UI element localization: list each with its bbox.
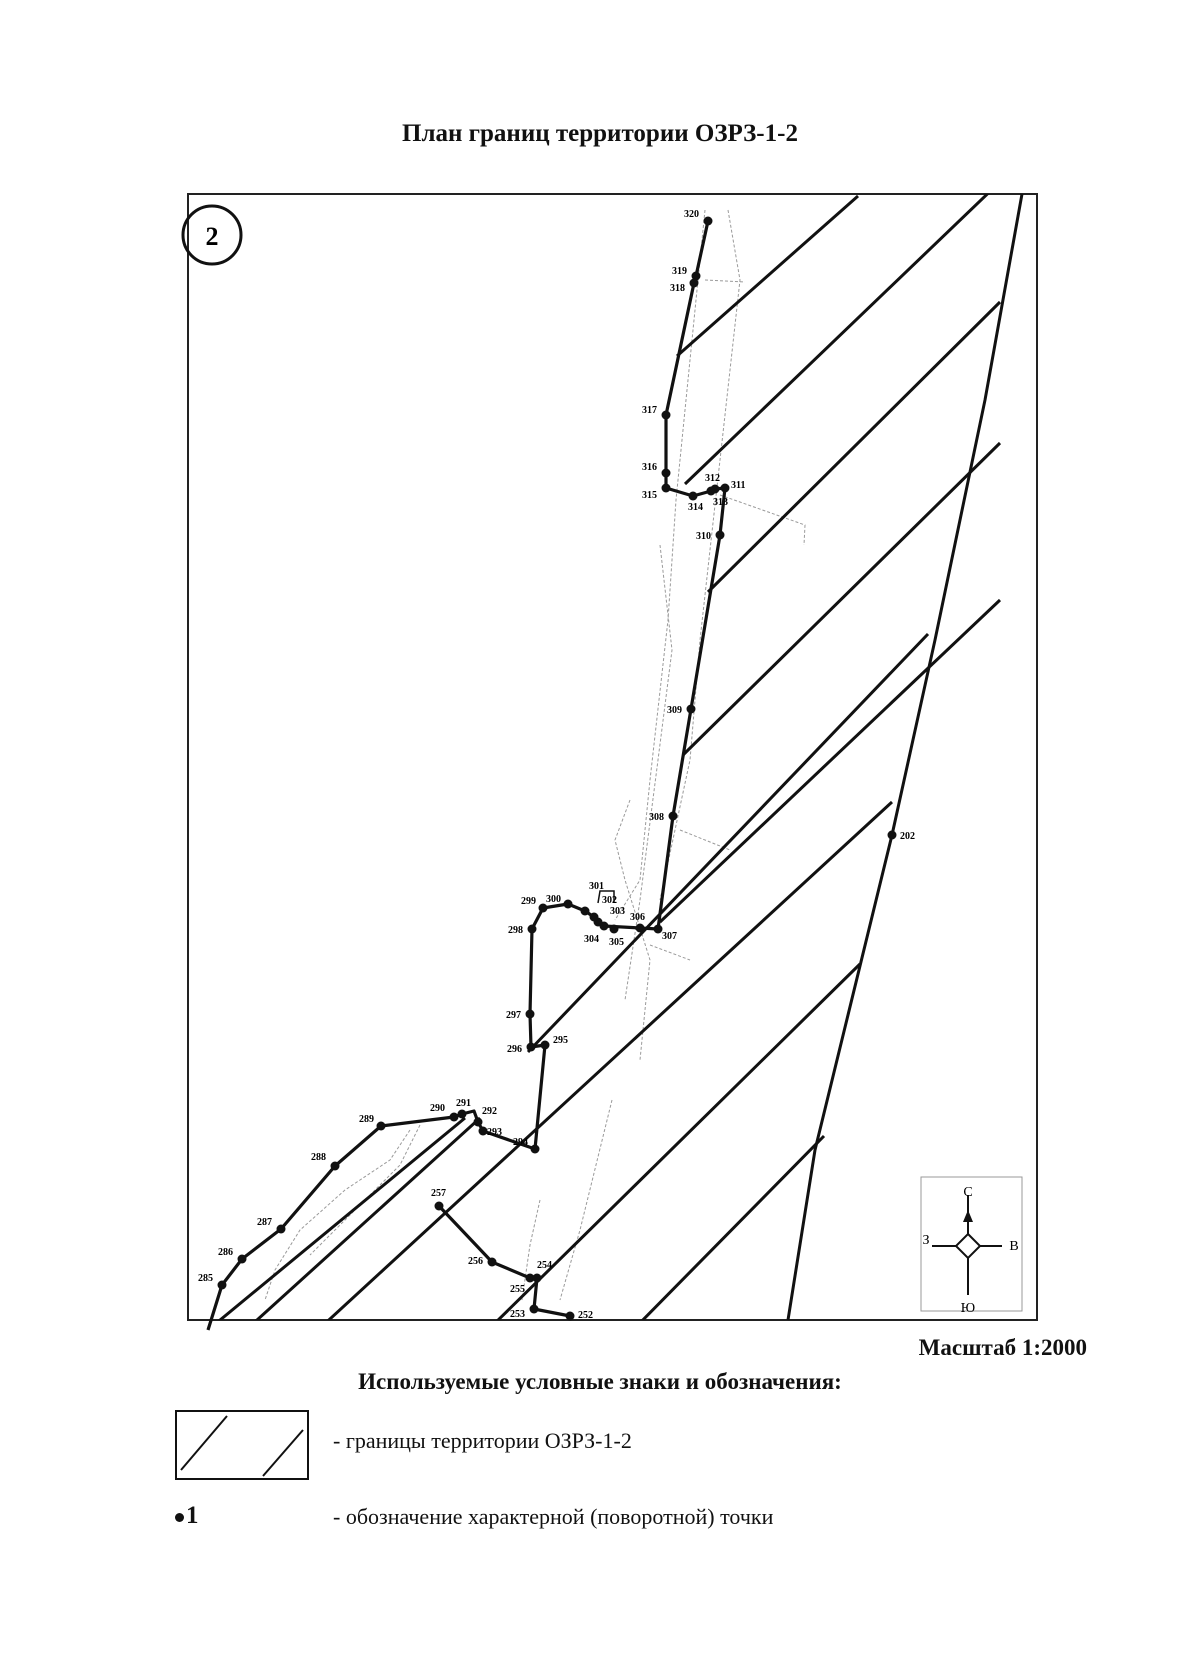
turning-point-label-320: 320 [684, 209, 699, 220]
sheet-number: 2 [205, 222, 219, 251]
turning-point-202 [888, 831, 897, 840]
compass-east-label: В [1009, 1239, 1019, 1254]
turning-point-label-286: 286 [218, 1247, 233, 1258]
scale-label: Масштаб 1:2000 [918, 1335, 1087, 1360]
turning-point-label-314: 314 [688, 502, 703, 513]
turning-point-label-304: 304 [584, 934, 599, 945]
turning-point-label-296: 296 [507, 1044, 522, 1055]
legend-point-label: 1 [186, 1502, 199, 1529]
legend-point-text: - обозначение характерной (поворотной) точки [333, 1504, 774, 1529]
turning-point-318 [690, 279, 699, 288]
turning-point-296 [527, 1043, 536, 1052]
turning-point-252 [566, 1312, 575, 1321]
turning-point-label-256: 256 [468, 1256, 483, 1267]
turning-point-253 [530, 1305, 539, 1314]
turning-point-305 [610, 925, 619, 934]
turning-point-291 [458, 1110, 467, 1119]
turning-point-label-308: 308 [649, 812, 664, 823]
turning-point-314 [689, 492, 698, 501]
turning-point-label-289: 289 [359, 1114, 374, 1125]
turning-point-label-252: 252 [578, 1310, 593, 1321]
point-dot-icon [175, 1513, 184, 1522]
turning-point-label-301: 301 [589, 881, 604, 892]
legend-point-symbol [175, 1502, 199, 1530]
turning-point-label-312: 312 [705, 473, 720, 484]
turning-point-320 [704, 217, 713, 226]
turning-point-317 [662, 411, 671, 420]
turning-point-label-318: 318 [670, 283, 685, 294]
turning-point-label-307: 307 [662, 931, 677, 942]
turning-point-301 [581, 907, 590, 916]
turning-point-288 [331, 1162, 340, 1171]
compass-north-label: С [963, 1185, 973, 1200]
legend-title: Используемые условные знаки и обозначения: [358, 1369, 842, 1394]
right-boundary-line [788, 194, 1022, 1320]
turning-point-label-313: 313 [713, 497, 728, 508]
turning-point-label-300: 300 [546, 894, 561, 905]
turning-point-286 [238, 1255, 247, 1264]
turning-point-label-294: 294 [513, 1137, 528, 1148]
turning-point-309 [687, 705, 696, 714]
turning-point-306 [636, 924, 645, 933]
turning-point-label-311: 311 [731, 480, 746, 491]
turning-point-316 [662, 469, 671, 478]
turning-point-285 [218, 1281, 227, 1290]
turning-point-label-299: 299 [521, 896, 536, 907]
turning-point-label-315: 315 [642, 490, 657, 501]
turning-point-label-293: 293 [487, 1127, 502, 1138]
turning-point-label-306: 306 [630, 912, 645, 923]
turning-point-292 [474, 1118, 483, 1127]
turning-point-257 [435, 1202, 444, 1211]
turning-point-label-319: 319 [672, 266, 687, 277]
turning-point-label-309: 309 [667, 705, 682, 716]
turning-point-308 [669, 812, 678, 821]
compass-south-label: Ю [960, 1301, 976, 1316]
turning-point-label-295: 295 [553, 1035, 568, 1046]
turning-point-label-287: 287 [257, 1217, 272, 1228]
turning-point-label-305: 305 [609, 937, 624, 948]
turning-point-label-255: 255 [510, 1284, 525, 1295]
turning-point-289 [377, 1122, 386, 1131]
turning-point-299 [539, 904, 548, 913]
turning-point-label-285: 285 [198, 1273, 213, 1284]
turning-point-label-290: 290 [430, 1103, 445, 1114]
turning-point-label-254: 254 [537, 1260, 552, 1271]
turning-point-label-291: 291 [456, 1098, 471, 1109]
turning-point-310 [716, 531, 725, 540]
turning-point-287 [277, 1225, 286, 1234]
map-title: План границ территории ОЗРЗ-1-2 [402, 120, 798, 147]
turning-point-256 [488, 1258, 497, 1267]
turning-point-300 [564, 900, 573, 909]
compass-west-label: З [922, 1233, 930, 1248]
turning-point-label-202: 202 [900, 831, 915, 842]
turning-point-302 [590, 913, 599, 922]
turning-point-295 [541, 1041, 550, 1050]
turning-point-254 [533, 1274, 542, 1283]
turning-point-label-316: 316 [642, 462, 657, 473]
turning-point-297 [526, 1010, 535, 1019]
turning-point-312 [711, 485, 720, 494]
turning-point-label-310: 310 [696, 531, 711, 542]
turning-point-315 [662, 484, 671, 493]
turning-point-298 [528, 925, 537, 934]
turning-point-label-298: 298 [508, 925, 523, 936]
legend-boundary-text: - границы территории ОЗРЗ-1-2 [333, 1428, 632, 1453]
turning-point-label-302: 302 [602, 895, 617, 906]
turning-point-label-317: 317 [642, 405, 657, 416]
turning-point-label-253: 253 [510, 1309, 525, 1320]
turning-point-label-303: 303 [610, 906, 625, 917]
legend-hatch-symbol [175, 1410, 309, 1480]
turning-point-label-257: 257 [431, 1188, 446, 1199]
turning-point-label-292: 292 [482, 1106, 497, 1117]
turning-point-label-288: 288 [311, 1152, 326, 1163]
compass-rose [921, 1177, 1022, 1316]
turning-point-label-297: 297 [506, 1010, 521, 1021]
turning-point-290 [450, 1113, 459, 1122]
turning-point-311 [721, 484, 730, 493]
turning-point-294 [531, 1145, 540, 1154]
